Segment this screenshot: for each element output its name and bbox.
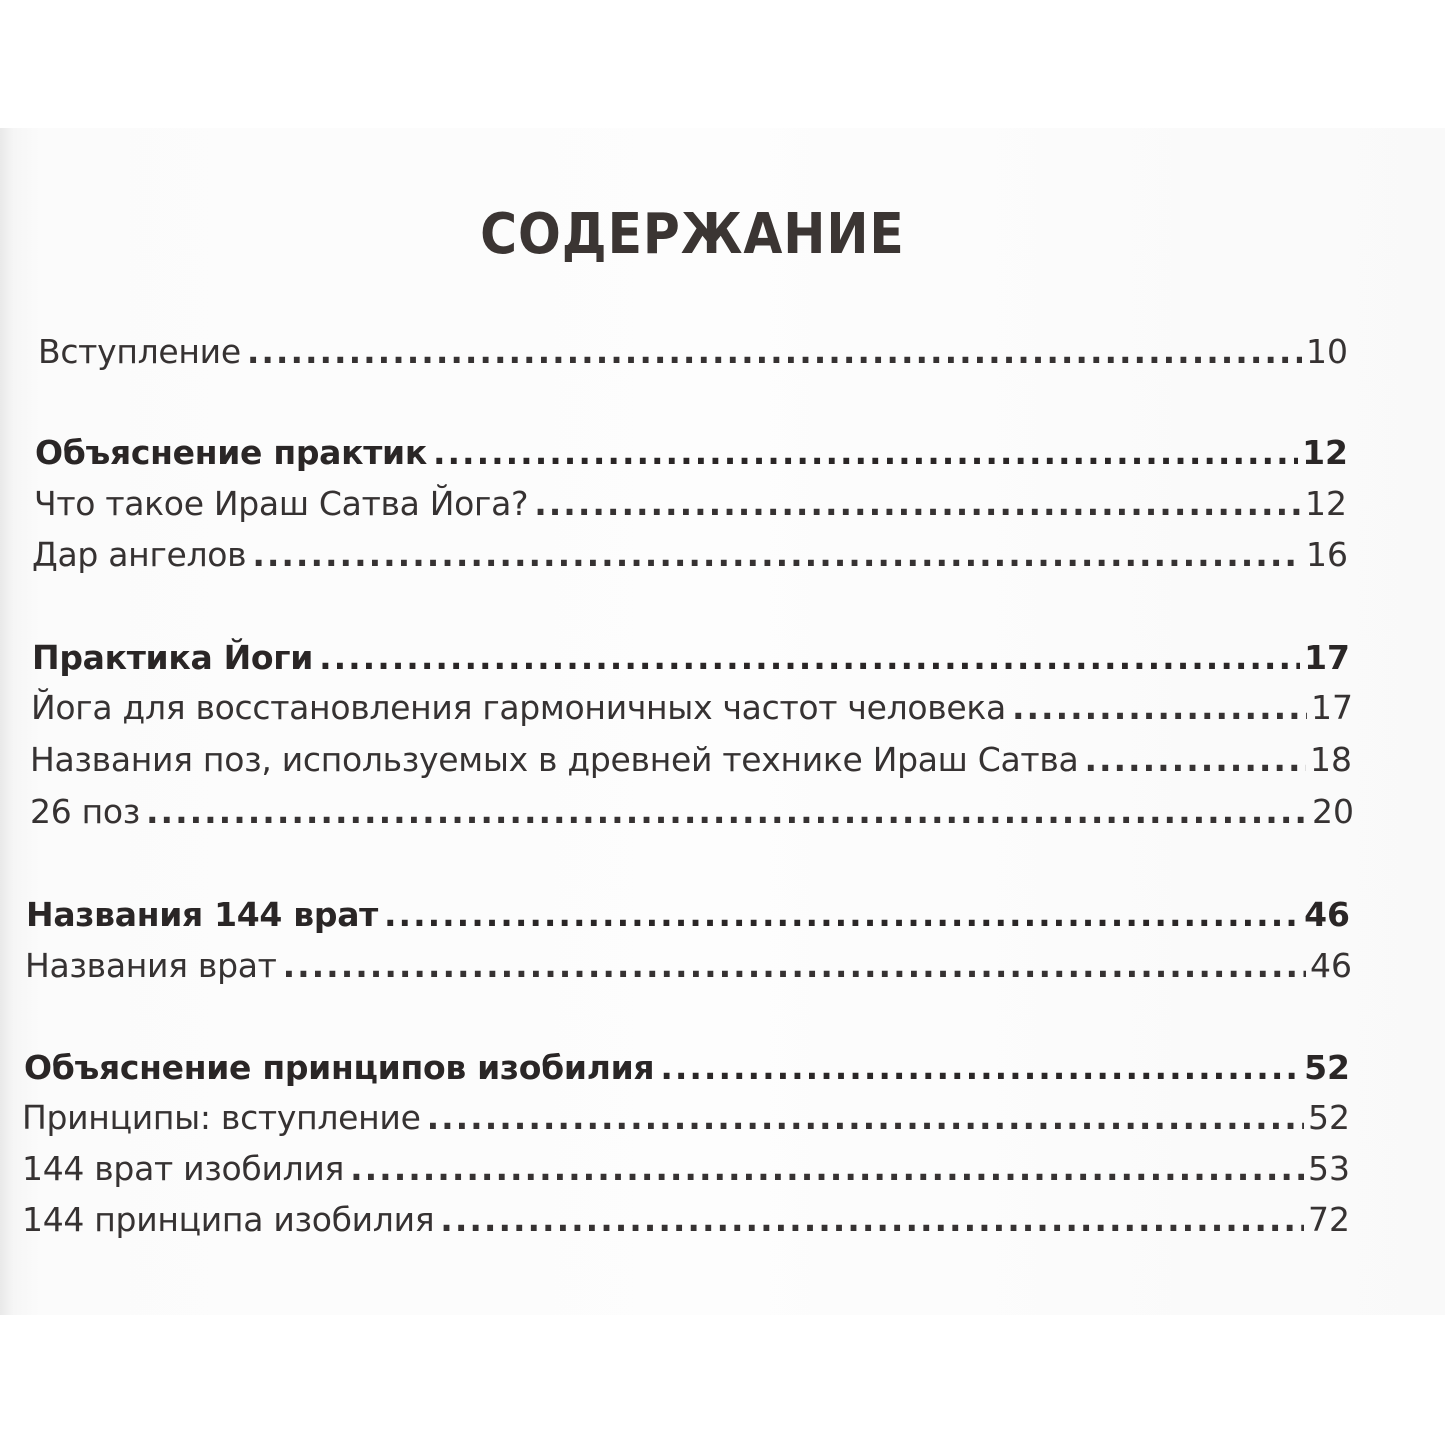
toc-entry-label: Что такое Ираш Сатва Йога? [34,484,529,523]
toc-entry-label: Вступление [38,332,241,371]
toc-entry-page: 18 [1310,740,1352,779]
toc-entry-label: Принципы: вступление [22,1098,421,1137]
toc-entry [30,792,1354,840]
toc-section [26,895,1350,943]
dot-leader [283,946,1306,985]
toc-entry-label: 144 принципа изобилия [22,1200,435,1239]
toc-section-page: 46 [1304,895,1350,934]
dot-leader [350,1149,1304,1188]
toc-entry-label: Йога для восстановления гармоничных частот человека [31,688,1006,727]
toc-entry-label: 144 врат изобилия [22,1149,345,1188]
toc-entry [22,1149,1350,1197]
toc-entry [25,946,1352,994]
dot-leader [440,1200,1304,1239]
dot-leader [1084,740,1306,779]
toc-entry-label: 26 поз [30,792,140,831]
dot-leader [660,1048,1300,1087]
toc-entry-page: 46 [1310,946,1352,985]
toc-entry-page: 53 [1308,1149,1350,1188]
dot-leader [534,484,1301,523]
dot-leader [247,332,1302,371]
toc-section-page: 17 [1304,638,1350,677]
toc-section-page: 52 [1304,1048,1350,1087]
dot-leader [252,535,1302,574]
dot-leader [384,895,1300,934]
toc-section-label: Объяснение практик [35,433,427,472]
dot-leader [319,638,1300,677]
toc-entry-page: 12 [1305,484,1347,523]
toc-section [32,638,1350,686]
toc-entry [31,688,1353,736]
toc-entry-label: Названия врат [25,946,277,985]
toc-entry-page: 10 [1306,332,1348,371]
toc-section-page: 12 [1302,433,1348,472]
toc-section [35,433,1348,481]
toc-section [24,1048,1350,1096]
dot-leader [1012,688,1307,727]
toc-section-label: Практика Йоги [32,638,314,677]
dot-leader [146,792,1308,831]
toc-entry [22,1098,1350,1146]
toc-entry-page: 72 [1308,1200,1350,1239]
toc-entry [32,535,1348,583]
dot-leader [427,1098,1304,1137]
toc-entry-page: 52 [1308,1098,1350,1137]
page-title: СОДЕРЖАНИЕ [480,202,905,267]
toc-entry-label: Дар ангелов [32,535,247,574]
toc-entry-label: Названия поз, используемых в древней технике Ираш Сатва [30,740,1079,779]
toc-entry [34,484,1347,532]
toc-entry [38,332,1348,380]
toc-section-label: Названия 144 врат [26,895,378,934]
toc-entry-page: 17 [1311,688,1353,727]
toc-entry [22,1200,1350,1248]
toc-section-label: Объяснение принципов изобилия [24,1048,655,1087]
toc-entry-page: 16 [1306,535,1348,574]
dot-leader [433,433,1298,472]
toc-entry-page: 20 [1312,792,1354,831]
toc-entry [30,740,1352,788]
